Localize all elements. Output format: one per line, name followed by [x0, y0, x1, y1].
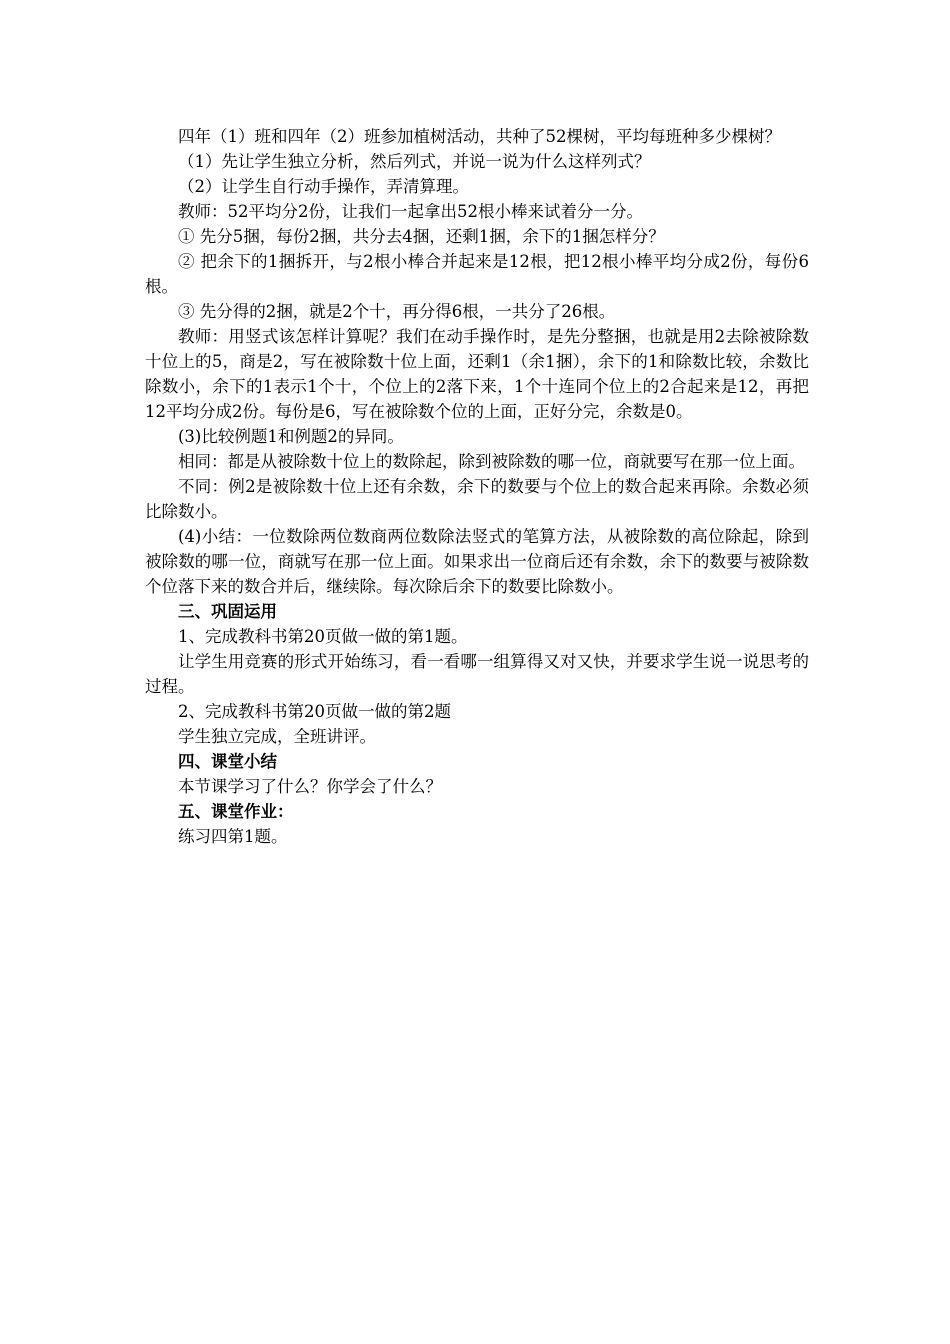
document-page: [145, 124, 809, 849]
section-heading-homework: 五、课堂作业：: [178, 802, 294, 821]
paragraph-competition: 让学生用竞赛的形式开始练习，看一看哪一组算得又对又快，并要求学生说一说思考的过程。: [145, 652, 809, 696]
paragraph-step-1: （1）先让学生独立分析，然后列式，并说一说为什么这样列式？: [178, 152, 651, 171]
paragraph-teacher-vertical-form: 教师：用竖式该怎样计算呢？我们在动手操作时，是先分整捆，也就是用2去除被除数十位上的5，商是2，写在被除数十位上面，还剩1（余1捆），余下的1和除数比较，余数比除数小，余下的1表示1个十，个位上的2落下来，1个十连同个位上的2合起来是12，再把12平均分成2份。每份是6，写在被除数个位的上面，正好分完，余数是0。: [145, 327, 809, 421]
paragraph-step-2: （2）让学生自行动手操作，弄清算理。: [178, 177, 469, 196]
paragraph-compare-examples: (3)比较例题1和例题2的异同。: [178, 427, 404, 446]
paragraph-homework: 练习四第1题。: [178, 827, 288, 846]
section-heading-class-summary: 四、课堂小结: [178, 752, 277, 771]
section-heading-consolidate: 三、巩固运用: [178, 602, 277, 621]
paragraph-word-problem: 四年（1）班和四年（2）班参加植树活动，共种了52棵树，平均每班种多少棵树？: [178, 127, 781, 146]
paragraph-point-3: ③ 先分得的2捆，就是2个十，再分得6根，一共分了26根。: [178, 302, 616, 321]
paragraph-similarity: 相同：都是从被除数十位上的数除起，除到被除数的哪一位，商就要写在那一位上面。: [178, 452, 805, 471]
paragraph-point-1: ① 先分5捆，每份2捆，共分去4捆，还剩1捆，余下的1捆怎样分？: [178, 227, 665, 246]
paragraph-difference: 不同：例2是被除数十位上还有余数，余下的数要与个位上的数合起来再除。余数必须比除数小。: [145, 477, 809, 521]
paragraph-point-2: ② 把余下的1捆拆开，与2根小棒合并起来是12根，把12根小棒平均分成2份，每份6根。: [145, 252, 809, 296]
paragraph-exercise-1: 1、完成教科书第20页做一做的第1题。: [178, 627, 468, 646]
paragraph-exercise-2: 2、完成教科书第20页做一做的第2题: [178, 702, 451, 721]
paragraph-summary: (4)小结：一位数除两位数商两位数除法竖式的笔算方法，从被除数的高位除起，除到被除数的哪一位，商就写在那一位上面。如果求出一位商后还有余数，余下的数要与被除数个位落下来的数合并后，继续除。每次除后余下的数要比除数小。: [145, 527, 809, 596]
paragraph-reflection: 本节课学习了什么？你学会了什么？: [178, 777, 442, 796]
paragraph-teacher-intro: 教师：52平均分2份，让我们一起拿出52根小棒来试着分一分。: [178, 202, 643, 221]
paragraph-independent-work: 学生独立完成，全班讲评。: [178, 727, 376, 746]
